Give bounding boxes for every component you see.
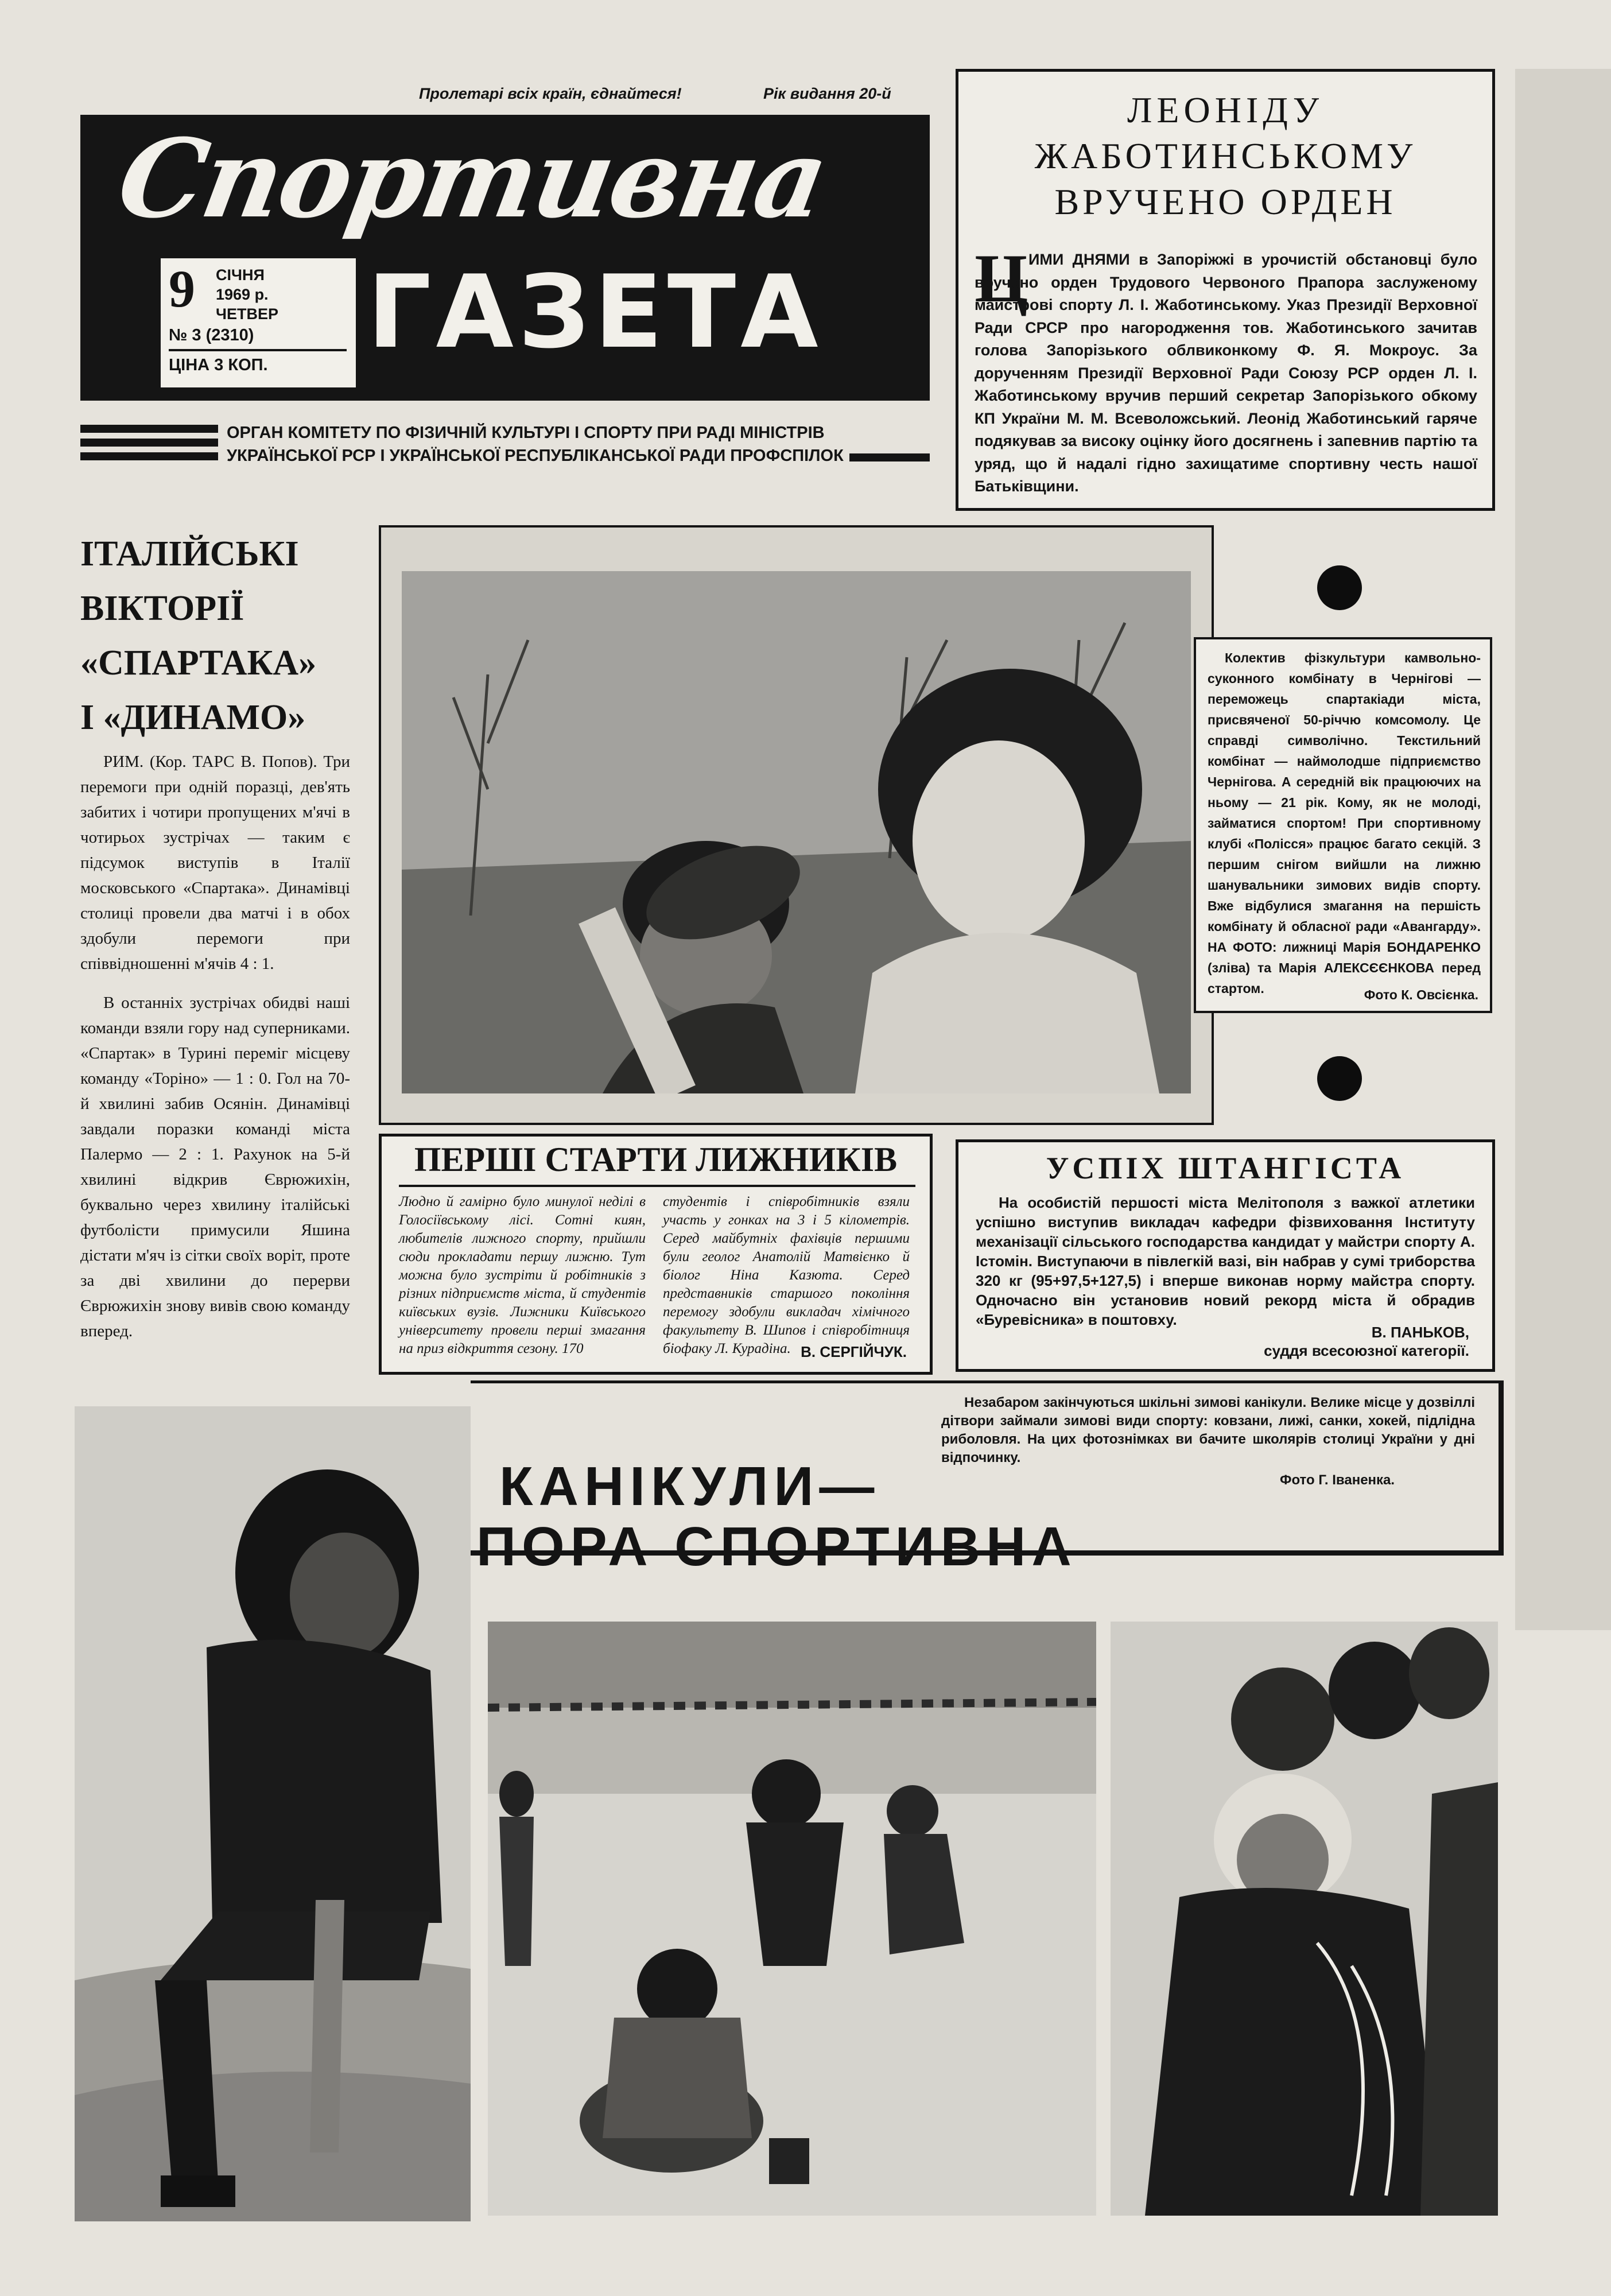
italy-paragraph-1: РИМ. (Кор. ТАРС В. Попов). Три перемоги при одній поразці, дев'ять забитих і чотири пропущених м'ячі в чотирьох зустрічах — таким є підсумок виступів в Італії московського «Спартака». Динамівці столиці провели два матчі і в обох здобули перемоги при співвідношенні м'ячів 4 : 1. <box>80 753 350 973</box>
date-month: СІЧНЯ <box>216 266 265 284</box>
holidays-credit: Фото Г. Іваненка. <box>1280 1472 1395 1488</box>
title-script: Спортивна <box>109 115 835 242</box>
skiers-article <box>379 1134 933 1375</box>
organ-rule-right <box>849 453 930 461</box>
date-day: 9 <box>169 259 195 318</box>
organ-line-1: ОРГАН КОМІТЕТУ ПО ФІЗИЧНІЙ КУЛЬТУРІ І СПОРТУ ПРИ РАДІ МІНІСТРІВ <box>227 424 825 442</box>
skiers-column-2: студентів і співробітників взяли участь у гонках на 3 і 5 кілометрів. Серед майбутніх фахівців першими були геолог Анатолій Матвієнко й біолог Ніна Казюта. Серед представників старшого покоління перемогу здобули викладач хімічного факультету В. Шипов і співробітниця біофаку Л. Курадіна. <box>663 1194 910 1356</box>
zhabotinsky-headline-2: ЖАБОТИНСЬКОМУ <box>1034 135 1416 176</box>
skiers-column-1: Людно й гамірно було минулої неділі в Голосіївському лісі. Сотні киян, любителів лижного спорту, прийшли сюди прокладати першу лижню. Тут можна було зустріти й робітників з різних підприємств міста, й студентів київських вузів. Лижники Київського університету провели перші змагання на приз відкриття сезону. 170 <box>399 1194 646 1356</box>
italy-headline-2: ВІКТОРІЇ <box>80 589 244 628</box>
organ-rule-bottom <box>80 452 218 460</box>
weightlifter-body: На особистій першості міста Мелітополя з важкої атлетики успішно виступив викладач кафедри фізвиховання Інституту механізації сільського господарства кандидат у майстри спорту А. Істомін. Виступаючи в півлегкій вазі, він набрав у сумі триборства 320 кг (95+97,5+127,5) і вперше виконав норму майстра спорту. Одночасно він установив новий рекорд міста й обрадив «Буревісника» в поштовху. <box>976 1194 1475 1328</box>
holidays-headline-2: ПОРА СПОРТИВНА <box>476 1516 1077 1577</box>
organ-line-2: УКРАЇНСЬКОЇ РСР І УКРАЇНСЬКОЇ РЕСПУБЛІКАНСЬКОЇ РАДИ ПРОФСПІЛОК <box>227 447 844 465</box>
italy-article <box>80 534 356 1372</box>
skiers-headline: ПЕРШІ СТАРТИ ЛИЖНИКІВ <box>414 1141 898 1178</box>
zhabotinsky-headline-3: ВРУЧЕНО ОРДЕН <box>1054 181 1396 222</box>
holiday-photo-sled <box>1111 1622 1498 2216</box>
holidays-intro: Незабаром закінчуються шкільні зимові канікули. Велике місце у дозвіллі дітвори займали зимові види спорту: ковзани, лижі, санки, хокей, підлідна риболовля. На цих фотознімках ви бачите школярів столиці України у дні відпочинку. <box>941 1395 1475 1465</box>
weightlifter-headline: УСПІХ ШТАНГІСТА <box>1046 1151 1405 1185</box>
italy-paragraph-2: В останніх зустрічах обидві наші команди взяли гору над суперниками. «Спартак» в Турині переміг місцеву команду «Торіно» — 1 : 0. Гол на 70-й хвилині забив Осянін. Динамівці завдали поразки команді міста Палермо — 2 : 1. Рахунок на 5-й хвилині відкрив Єврюжихін, буквально через хвилину італійські футболісти примусили Яшина дістати м'яч із сітки своїх воріт, проте за дві хвилини до перерви Єврюжихін знову вивів свою команду вперед. <box>80 994 350 1340</box>
zhabotinsky-body: ИМИ ДНЯМИ в Запоріжжі в урочистій обстановці було вручено орден Трудового Червоного Прапора заслуженому майстрові спорту Л. І. Жаботинському. Указ Президії Верховної Ради СРСР про нагородження тов. Жаботинського зачитав голова Запорізького облвиконкому Ф. Я. Мокроус. За дорученням Президії Верховної Ради Союзу РСР орден Л. І. Жаботинському вручив перший секретар Запорізького обкому КП України М. М. Всеволожський. Леонід Жаботинський гаряче подякував за високу оцінку його досягнень і запевнив партію та уряд, що й надалі гідно захищатиме спортивну честь нашої Батьківщини. <box>975 251 1477 495</box>
masthead <box>80 75 935 506</box>
skiers-photo <box>402 571 1191 1093</box>
zhabotinsky-drop-cap: Ц <box>975 240 1028 316</box>
slogan: Пролетарі всіх країн, єднайтеся! <box>419 85 682 102</box>
edition-year: Рік видання 20-й <box>763 85 891 102</box>
holiday-photo-boy <box>75 1406 471 2221</box>
weightlifter-author-role: суддя всесоюзної категорії. <box>1264 1342 1469 1359</box>
holiday-photo-hockey <box>488 1622 1096 2216</box>
zhabotinsky-article <box>956 69 1495 511</box>
zhabotinsky-headline-1: ЛЕОНІДУ <box>1127 90 1323 130</box>
italy-headline-3: «СПАРТАКА» <box>80 643 317 682</box>
italy-headline-4: І «ДИНАМО» <box>80 698 306 737</box>
issue-number: № 3 (2310) <box>169 326 254 344</box>
organ-rule-top <box>80 425 218 433</box>
price: ЦІНА 3 КОП. <box>169 356 268 374</box>
chernihiv-caption <box>1194 637 1492 1013</box>
chernihiv-credit: Фото К. Овсієнка. <box>1364 987 1478 1002</box>
divider <box>169 349 347 351</box>
holidays-headline-1: КАНІКУЛИ— <box>499 1456 880 1517</box>
skiers-rule <box>399 1185 915 1187</box>
binding-hole-bottom <box>1317 1056 1362 1101</box>
skiers-author: В. СЕРГІЙЧУК. <box>801 1343 907 1360</box>
weightlifter-author: В. ПАНЬКОВ, <box>1371 1324 1469 1341</box>
weightlifter-article <box>956 1139 1495 1372</box>
organ-rule-mid <box>80 439 218 447</box>
title-gazeta: ГАЗЕТА <box>367 254 823 371</box>
right-margin-strip <box>1515 69 1611 1630</box>
date-box <box>161 258 356 387</box>
binding-hole-top <box>1317 565 1362 610</box>
chernihiv-body: Колектив фізкультури камвольно-суконного комбінату в Чернігові — переможець спартакіади міста, присвяченої 50-річчю комсомолу. Це справді символічно. Текстильний комбінат — наймолодше підприємство Чернігова. А середній вік працюючих на ньому — 21 рік. Кому, як не молоді, займатися спортом! При спортивному клубі «Полісся» працює багато секцій. З першим снігом вийшли на лижню шанувальники зимових видів спорту. Вже відбулися змагання на першість комбінату й обласної ради «Авангарду». НА ФОТО: лижниці Марія БОНДАРЕНКО (зліва) та Марія АЛЕКСЄЄНКОВА перед стартом. <box>1208 650 1481 996</box>
date-year: 1969 р. <box>216 286 269 303</box>
date-weekday: ЧЕТВЕР <box>216 305 278 323</box>
italy-headline-1: ІТАЛІЙСЬКІ <box>80 534 299 573</box>
